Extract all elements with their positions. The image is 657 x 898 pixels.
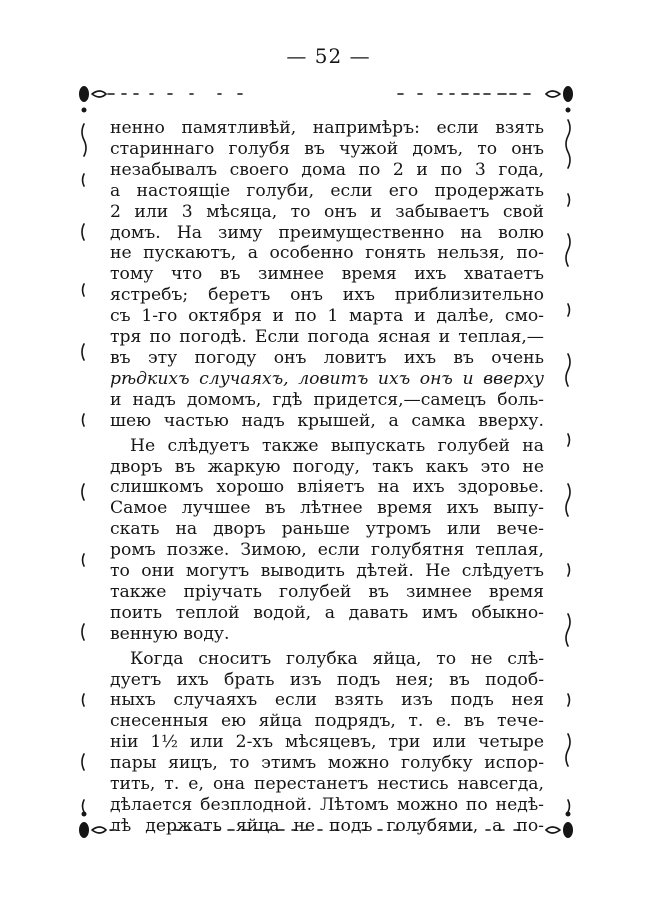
text-line: лѣ держать яйца не подъ голубями, а по-: [110, 815, 544, 836]
text-line: Когда сноситъ голубка яйца, то не слѣ-: [130, 648, 544, 669]
text-line: дворъ въ жаркую погоду, такъ какъ это не: [110, 456, 544, 477]
text-line: Не слѣдуетъ также выпускать голубей на: [130, 435, 544, 456]
text-line: съ 1-го октября и по 1 марта и далѣе, смо-: [110, 306, 544, 327]
text-line: ныхъ случаяхъ если взять изъ подъ нея: [110, 690, 544, 711]
text-line: ніи 1½ или 2-хъ мѣсяцевъ, три или четыре: [110, 732, 544, 753]
page-number: — 52 —: [286, 44, 371, 68]
text-line: пары яицъ, то этимъ можно голубку испор-: [110, 753, 544, 774]
text-line: незабывалъ своего дома по 2 и по 3 года,: [110, 159, 544, 180]
text-line: шею частью надъ крышей, а самка вверху.: [110, 410, 544, 431]
text-line: дуетъ ихъ брать изъ подъ нея; въ подоб-: [110, 669, 544, 690]
paragraph-2: [110, 436, 544, 645]
text-line: и надъ домомъ, гдѣ придется,—самецъ боль-: [110, 389, 544, 410]
text-line: Самое лучшее въ лѣтнее время ихъ выпу-: [110, 498, 544, 519]
paragraph-1: [110, 118, 544, 432]
text-line: скать на дворъ раньше утромъ или вече-: [110, 519, 544, 540]
text-line: снесенныя ею яйца подрядъ, т. е. въ тече-: [110, 711, 544, 732]
paragraph-3: [110, 649, 544, 837]
text-line: ромъ позже. Зимою, если голубятня теплая,: [110, 540, 544, 561]
text-line: также пріучать голубей въ зимнее время: [110, 581, 544, 602]
text-line: то они могутъ выводить дѣтей. Не слѣдуетъ: [110, 561, 544, 582]
text-line: 2 или 3 мѣсяца, то онъ и забываетъ свой: [110, 201, 544, 222]
text-line: ястребъ; беретъ онъ ихъ приблизительно: [110, 285, 544, 306]
text-line: тря по погодѣ. Если погода ясная и теплая,—: [110, 327, 544, 348]
text-line: домъ. На зиму преимущественно на волю: [110, 222, 544, 243]
text-line: поить теплой водой, а давать имъ обыкно-: [110, 602, 544, 623]
text-line: стариннаго голубя въ чужой домъ, то онъ: [110, 138, 544, 159]
text-line: венную воду.: [110, 623, 230, 644]
text-line: не пускаютъ, а особенно гонять нельзя, по-: [110, 243, 544, 264]
text-line: тому что въ зимнее время ихъ хватаетъ: [110, 264, 544, 285]
text-line: ненно памятливѣй, напримѣръ: если взять: [110, 118, 544, 138]
text-line: рѣдкихъ случаяхъ, ловитъ ихъ онъ и вверху: [110, 368, 544, 389]
text-line: дѣлается безплодной. Лѣтомъ можно по недѣ-: [110, 795, 544, 815]
text-line: слишкомъ хорошо вліяетъ на ихъ здоровье.: [110, 477, 544, 498]
text-line: въ эту погоду онъ ловитъ ихъ въ очень: [110, 347, 544, 368]
body-text: [110, 118, 544, 837]
text-line: а настоящіе голуби, если его продержать: [110, 180, 544, 201]
text-line: тить, т. е, она перестанетъ нестись навсегда,: [110, 774, 544, 795]
